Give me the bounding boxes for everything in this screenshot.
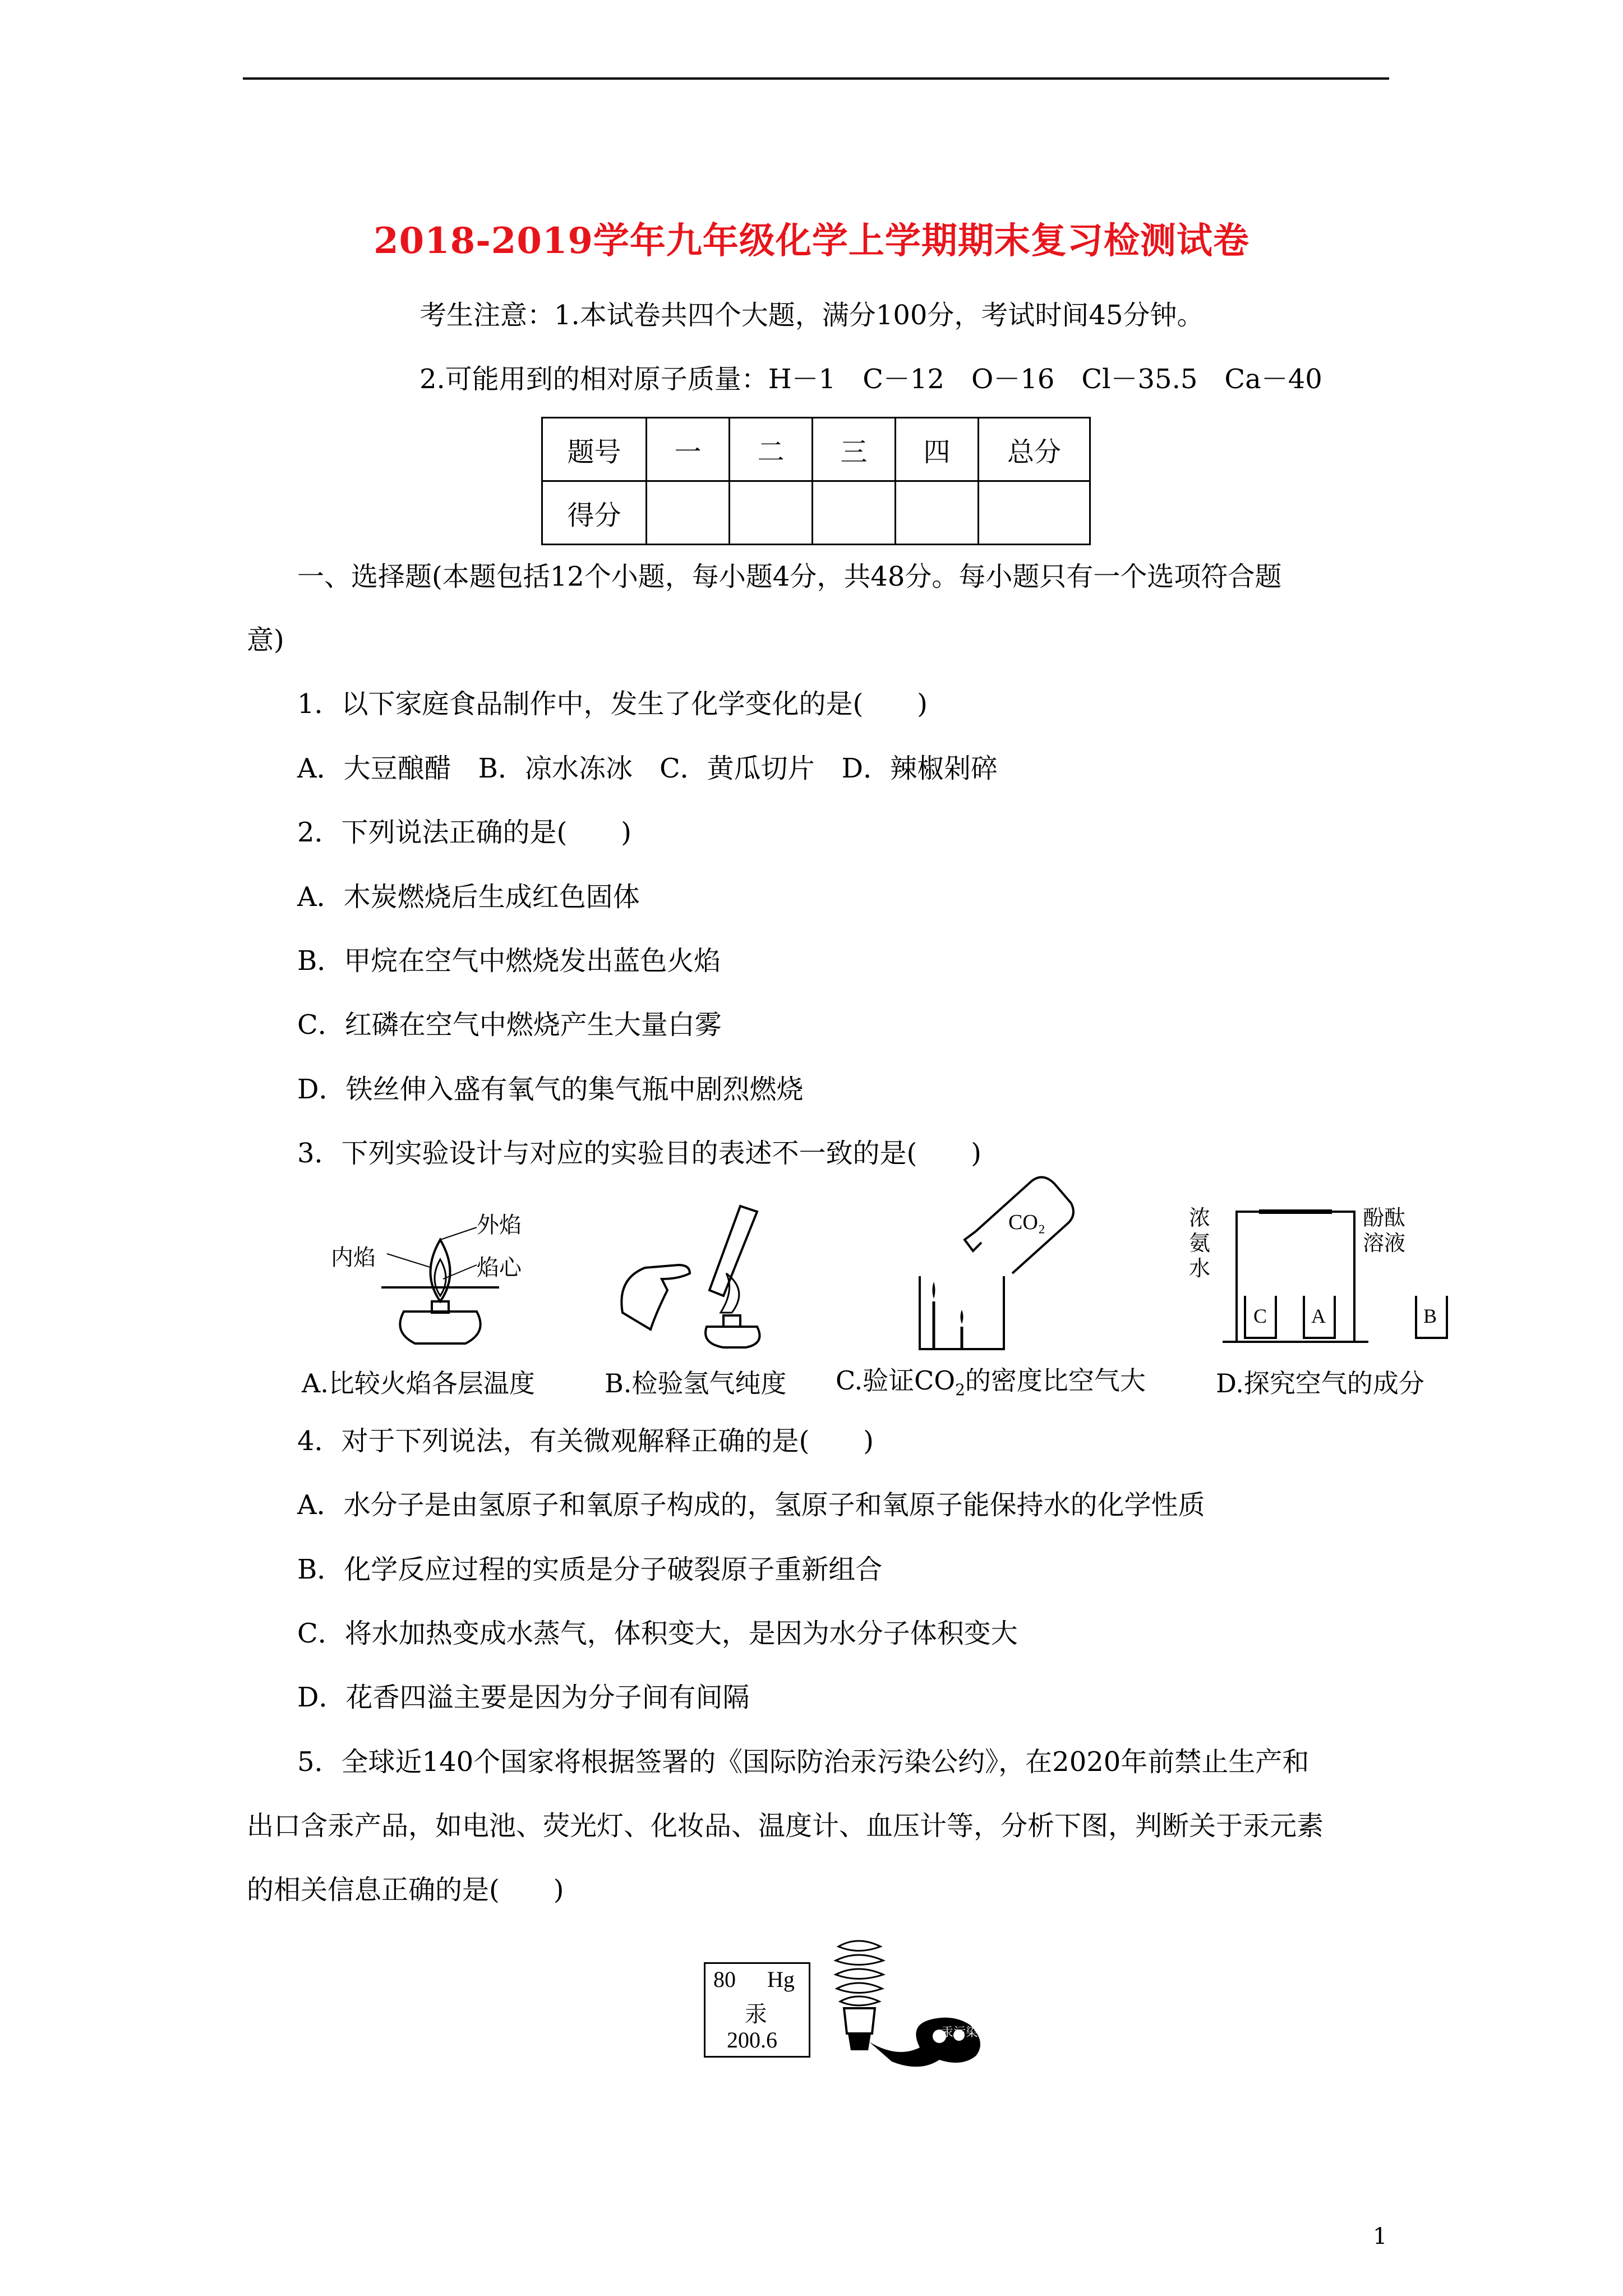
beaker-label-a: A <box>1311 1305 1326 1327</box>
q1-options: A．大豆酿醋 B．凉水冻冰 C．黄瓜切片 D．辣椒剁碎 <box>297 753 998 784</box>
co2-beaker-icon <box>909 1170 1077 1355</box>
caption-c <box>836 1360 1146 1399</box>
label-ammonia: 氨 <box>1189 1231 1211 1255</box>
caption-c-post: 的密度比空气大 <box>965 1365 1146 1396</box>
notes-line-2: 2.可能用到的相对原子质量：H－1 C－12 O－16 Cl－35.5 Ca－40 <box>419 364 1322 395</box>
score-header-cell: 三 <box>813 418 896 481</box>
caption-a: A.比较火焰各层温度 <box>302 1368 535 1398</box>
q4-option-c: C．将水加热变成水蒸气，体积变大，是因为水分子体积变大 <box>297 1618 1018 1649</box>
co2-label: CO₂ <box>1008 1211 1046 1234</box>
label-inner-flame: 内焰 <box>331 1245 376 1271</box>
section1-heading-line2: 意) <box>247 624 284 656</box>
q4-option-d: D．花香四溢主要是因为分子间有间隔 <box>297 1682 750 1713</box>
score-header-cell: 二 <box>730 418 813 481</box>
score-cell[interactable] <box>647 481 730 545</box>
beaker-label-b: B <box>1423 1305 1437 1327</box>
q2-stem: 2．下列说法正确的是( ) <box>297 817 631 848</box>
caption-b: B.检验氢气纯度 <box>605 1368 787 1398</box>
caption-c-pre: C.验证CO <box>836 1365 956 1396</box>
element-box-mercury <box>704 1962 810 2058</box>
q1-stem: 1．以下家庭食品制作中，发生了化学变化的是( ) <box>297 688 928 720</box>
label-flame-core: 焰心 <box>477 1255 522 1281</box>
caption-d: D.探究空气的成分 <box>1216 1368 1424 1398</box>
q4-option-a: A．水分子是由氢原子和氧原子构成的，氢原子和氧原子能保持水的化学性质 <box>297 1489 1205 1521</box>
q4-stem: 4．对于下列说法，有关微观解释正确的是( ) <box>297 1425 874 1457</box>
score-header-cell: 题号 <box>542 418 647 481</box>
label-water: 水 <box>1189 1256 1211 1281</box>
score-cell[interactable] <box>813 481 896 545</box>
skull-text: 汞污染 <box>941 2026 979 2040</box>
score-table <box>541 417 1091 545</box>
score-header-cell: 一 <box>647 418 730 481</box>
bell-jar-beakers-icon <box>1183 1195 1464 1352</box>
label-phenolphthalein: 酚酞 <box>1363 1205 1406 1230</box>
element-atomic-number: 80 <box>713 1967 736 1992</box>
beaker-label-c: C <box>1253 1305 1267 1327</box>
score-cell[interactable] <box>896 481 979 545</box>
hand-test-tube-icon <box>611 1200 796 1352</box>
label-outer-flame: 外焰 <box>477 1212 522 1238</box>
label-conc: 浓 <box>1189 1205 1211 1230</box>
label-solution: 溶液 <box>1363 1231 1406 1255</box>
score-table-score-row <box>542 481 1090 545</box>
fluorescent-bulb-icon <box>824 1930 993 2076</box>
q4-option-b: B．化学反应过程的实质是分子破裂原子重新组合 <box>297 1554 883 1585</box>
top-rule <box>243 77 1389 80</box>
score-row-label: 得分 <box>542 481 647 545</box>
q2-option-c: C．红磷在空气中燃烧产生大量白雾 <box>297 1009 722 1041</box>
score-header-cell: 总分 <box>979 418 1090 481</box>
q3-stem: 3．下列实验设计与对应的实验目的表述不一致的是( ) <box>297 1138 981 1169</box>
score-table-header-row <box>542 418 1090 481</box>
page-number: 1 <box>1373 2224 1387 2249</box>
score-cell[interactable] <box>730 481 813 545</box>
element-name: 汞 <box>745 2001 767 2027</box>
mercury-pollution-figure <box>824 1930 993 2076</box>
page-title: 2018-2019学年九年级化学上学期期末复习检测试卷 <box>374 220 1249 262</box>
figure-d-ammonia-diffusion <box>1183 1195 1464 1352</box>
element-symbol: Hg <box>767 1967 795 1992</box>
figure-b-hydrogen-purity <box>611 1200 796 1352</box>
element-mass: 200.6 <box>727 2027 777 2053</box>
q2-option-b: B．甲烷在空气中燃烧发出蓝色火焰 <box>297 945 721 977</box>
caption-c-sub: 2 <box>955 1381 965 1400</box>
figure-c-co2-density <box>909 1170 1077 1355</box>
q5-line2: 出口含汞产品，如电池、荧光灯、化妆品、温度计、血压计等，分析下图，判断关于汞元素 <box>247 1810 1324 1842</box>
section1-heading-line1: 一、选择题(本题包括12个小题，每小题4分，共48分。每小题只有一个选项符合题 <box>297 561 1282 592</box>
q2-option-d: D．铁丝伸入盛有氧气的集气瓶中剧烈燃烧 <box>297 1074 804 1105</box>
q5-line3: 的相关信息正确的是( ) <box>247 1874 564 1906</box>
q5-line1: 5．全球近140个国家将根据签署的《国际防治汞污染公约》，在2020年前禁止生产和 <box>297 1746 1310 1778</box>
notes-line-1: 考生注意：1.本试卷共四个大题，满分100分，考试时间45分钟。 <box>419 300 1204 331</box>
q2-option-a: A．木炭燃烧后生成红色固体 <box>297 881 640 913</box>
score-header-cell: 四 <box>896 418 979 481</box>
figure-a-flame-layers <box>325 1212 550 1352</box>
score-cell[interactable] <box>979 481 1090 545</box>
